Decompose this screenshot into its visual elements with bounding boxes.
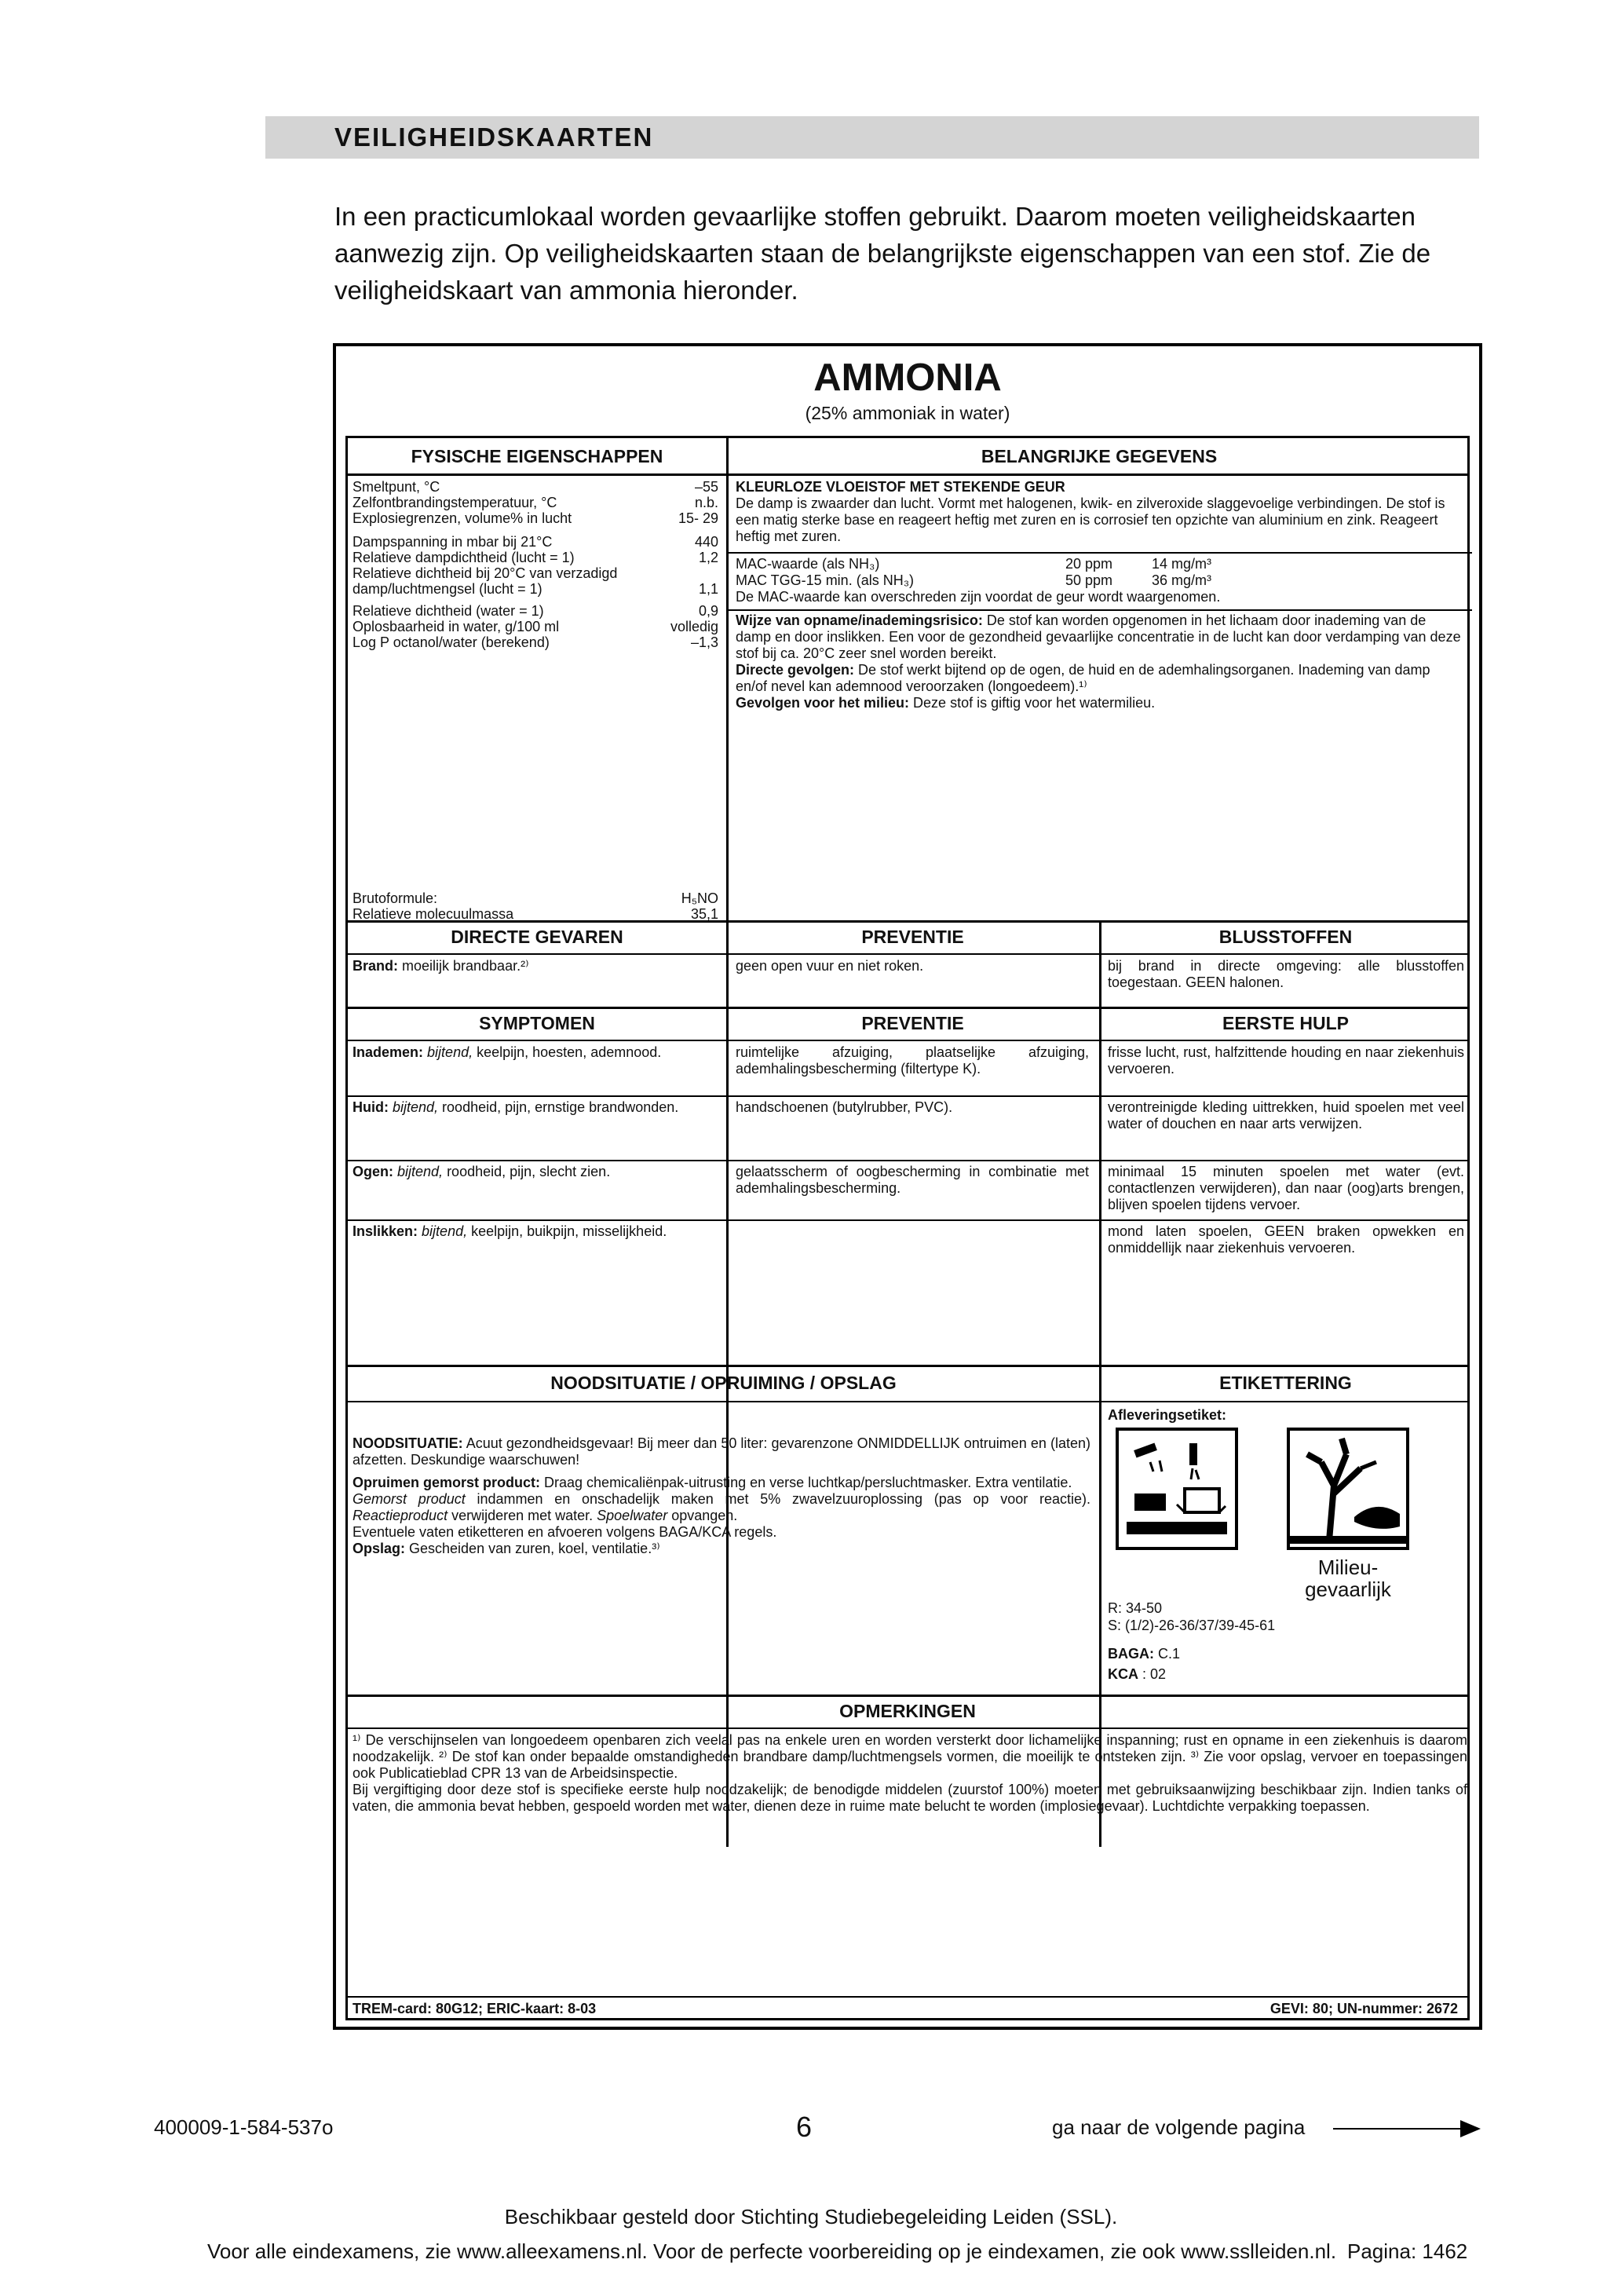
page-number: 6 [796, 2111, 813, 2143]
intro-text: In een practicumlokaal worden gevaarlijke stoffen gebruikt. Daarom moeten veiligheidskaarten aanwezig zijn. Op veiligheidskaarten staan de belangrijkste eigenschappen van een stof. Zie de veiligheidskaart van ammonia hieronder. [334, 202, 1431, 305]
prop-row: Dampspanning in mbar bij 21°C 440 [353, 534, 718, 550]
card-table [345, 436, 1470, 2020]
pagina-number: Pagina: 1462 [1347, 2239, 1468, 2263]
prop-row: Brutoformule: H₅NO [353, 890, 718, 906]
prop-row: damp/luchtmengsel (lucht = 1) 1,1 [353, 581, 718, 597]
section-prevention-2: PREVENTIE [861, 1013, 964, 1033]
corrosive-icon [1116, 1428, 1238, 1550]
section-physical-properties: FYSISCHE EIGENSCHAPPEN [411, 446, 663, 466]
first-aid-text: minimaal 15 minuten spoelen met water (evt. contactlenzen verwijderen), dan naar (oog)arts brengen, blijven spoelen tijdens vervoer. [1108, 1164, 1464, 1212]
first-aid-text: mond laten spoelen, GEEN braken opwekken en onmiddellijk naar ziekenhuis vervoeren. [1108, 1223, 1464, 1256]
safety-phrases: S: (1/2)-26-36/37/39-45-61 [1108, 1618, 1276, 1633]
section-important-data: BELANGRIJKE GEGEVENS [981, 446, 1218, 466]
next-page-link[interactable]: ga naar de volgende pagina [1052, 2115, 1306, 2139]
section-prevention: PREVENTIE [861, 927, 964, 947]
prop-row: Zelfontbrandingstemperatuur, °C n.b. [353, 495, 718, 510]
prop-row: Smeltpunt, °C –55 [353, 479, 718, 495]
card-subtitle: (25% ammoniak in water) [805, 403, 1010, 423]
page-title: VEILIGHEIDSKAARTEN [334, 122, 654, 152]
section-labelling: ETIKETTERING [1219, 1373, 1352, 1393]
prop-row: Oplosbaarheid in water, g/100 ml volledig [353, 619, 718, 634]
environment-label: Milieu- gevaarlijk [1305, 1556, 1391, 1601]
baga-code: BAGA: C.1 [1108, 1646, 1181, 1662]
section-remarks: OPMERKINGEN [839, 1701, 976, 1721]
prop-row: Relatieve molecuulmassa 35,1 [353, 906, 718, 922]
symptom-prevention: ruimtelijke afzuiging, plaatselijke afzuiging, ademhalingsbescherming (filtertype K). [736, 1044, 1089, 1077]
remarks-text: ¹⁾ De verschijnselen van longoedeem openbaren zich veelal pas na enkele uren en worden versterkt door lichamelijke inspanning; rust en opname in een ziekenhuis is daarom noodzakelijk. ²⁾ De stof kan onder bepaalde omstandigheden brandbare damp/luchtmengsels vormen, die moeilijk te ontsteken zijn. ³⁾ Zie voor opslag, vervoer en toepassingen ook Publicatieblad CPR 13 van de Arbeidsinspectie. Bij vergiftiging door deze stof is specifieke eerste hulp noodzakelijk; de benodigde middelen (zuurstof 100%) moeten met gebruiksaanwijzing beschikbaar zijn. Indien tanks of vaten, die ammonia bevat hebben, gespoeld worden met water, dienen deze in ruime mate belucht te worden (implosiegevaar). Luchtdichte verpakking toepassen. [353, 1732, 1467, 1814]
kca-code: KCA : 02 [1108, 1666, 1167, 1682]
section-direct-hazards: DIRECTE GEVAREN [451, 927, 623, 947]
delivery-label: Afleveringsetiket: [1108, 1407, 1227, 1423]
card-title: AMMONIA [813, 356, 1002, 399]
first-aid-text: verontreinigde kleding uittrekken, huid spoelen met veel water of douchen en naar arts verwijzen. [1108, 1099, 1464, 1132]
info-block: KLEURLOZE VLOEISTOF MET STEKENDE GEUR De damp is zwaarder dan lucht. Vormt met halogenen, kwik- en zilveroxide slaggevoelige verbindingen. De stof is een matig sterke base en reageert heftig met zuren en is corrosief ten opzichte van aluminium en zink. Reageert heftig met zuren. [736, 479, 1445, 544]
gevi-number: GEVI: 80; UN-nummer: 2672 [1269, 2001, 1458, 2016]
risk-block: Wijze van opname/inademingsrisico: De stof kan worden opgenomen in het lichaam door inademing van de damp en door inslikken. Een voor de gezondheid gevaarlijke concentratie in de lucht kan door verdamping van deze stof bij ca. 20°C zeer snel worden bereikt. Directe gevolgen: De stof werkt bijtend op de ogen, de huid en de ademhalingsorganen. Inademing van damp en/of nevel kan ademnood veroorzaken (longoedeem).¹⁾ Gevolgen voor het milieu: Deze stof is giftig voor het watermilieu. [736, 612, 1461, 711]
prop-row: Relatieve dampdichtheid (lucht = 1) 1,2 [353, 550, 718, 565]
environment-hazard-icon [1287, 1428, 1409, 1550]
mac-block: MAC-waarde (als NH₃) 20 ppm 14 mg/m³ MAC TGG-15 min. (als NH₃) 50 ppm 36 mg/m³ De MAC-waarde kan overschreden zijn voordat de geur wordt waargenomen. [736, 556, 1221, 605]
symptom-text: Inslikken: bijtend, keelpijn, buikpijn, misselijkheid. [353, 1223, 667, 1239]
section-extinguishing: BLUSSTOFFEN [1218, 927, 1353, 947]
symptom-prevention: handschoenen (butylrubber, PVC). [736, 1099, 953, 1115]
prop-row: Explosiegrenzen, volume% in lucht 15- 29 [353, 510, 718, 526]
first-aid-text: frisse lucht, rust, halfzittende houding en naar ziekenhuis vervoeren. [1108, 1044, 1464, 1077]
symptom-text: Ogen: bijtend, roodheid, pijn, slecht zien. [353, 1164, 611, 1179]
symptom-prevention: gelaatsscherm of oogbescherming in combinatie met ademhalingsbescherming. [736, 1164, 1089, 1196]
exam-code: 400009-1-584-537o [154, 2115, 334, 2139]
section-first-aid: EERSTE HULP [1222, 1013, 1350, 1033]
fire-extinguishing: bij brand in directe omgeving: alle blusstoffen toegestaan. GEEN halonen. [1108, 958, 1464, 990]
fire-prevention: geen open vuur en niet roken. [736, 958, 924, 974]
arrow-line [1333, 2128, 1479, 2130]
arrow-right-icon [1460, 2120, 1481, 2137]
fire-hazard: Brand: moeilijk brandbaar.²⁾ [353, 958, 529, 974]
exam-links[interactable]: Voor alle eindexamens, zie www.alleexamens.nl. Voor de perfecte voorbereiding op je eindexamen, zie ook www.sslleiden.nl. [207, 2239, 1337, 2263]
section-symptoms: SYMPTOMEN [479, 1013, 595, 1033]
prop-row: Relatieve dichtheid bij 20°C van verzadigd [353, 565, 618, 581]
ssl-notice: Beschikbaar gesteld door Stichting Studiebegeleiding Leiden (SSL). [504, 2205, 1118, 2228]
section-emergency: NOODSITUATIE / OPRUIMING / OPSLAG [550, 1373, 897, 1393]
risk-phrases: R: 34-50 [1108, 1600, 1163, 1616]
prop-row: Relatieve dichtheid (water = 1) 0,9 [353, 603, 718, 619]
prop-row: Log P octanol/water (berekend) –1,3 [353, 634, 718, 650]
safety-card [333, 343, 1482, 2030]
emergency-text: NOODSITUATIE: Acuut gezondheidsgevaar! Bij meer dan 50 liter: gevarenzone ONMIDDELLIJK ontruimen en (laten) afzetten. Deskundige waarschuwen! Opruimen gemorst product: Draag chemicaliënpak-uitrusting en verse luchtkap/persluchtmasker. Extra ventilatie. Gemorst product indammen en onschadelijk maken met 5% zwavelzuuroplossing (pas op voor reactie). Reactieproduct verwijderen met water. Spoelwater opvangen. Eventuele vaten etiketteren en afvoeren volgens BAGA/KCA regels. Opslag: Gescheiden van zuren, koel, ventilatie.³⁾ [353, 1435, 1091, 1556]
symptom-text: Inademen: bijtend, keelpijn, hoesten, ademnood. [353, 1044, 662, 1060]
trem-card: TREM-card: 80G12; ERIC-kaart: 8-03 [353, 2001, 597, 2016]
symptom-text: Huid: bijtend, roodheid, pijn, ernstige brandwonden. [353, 1099, 679, 1115]
